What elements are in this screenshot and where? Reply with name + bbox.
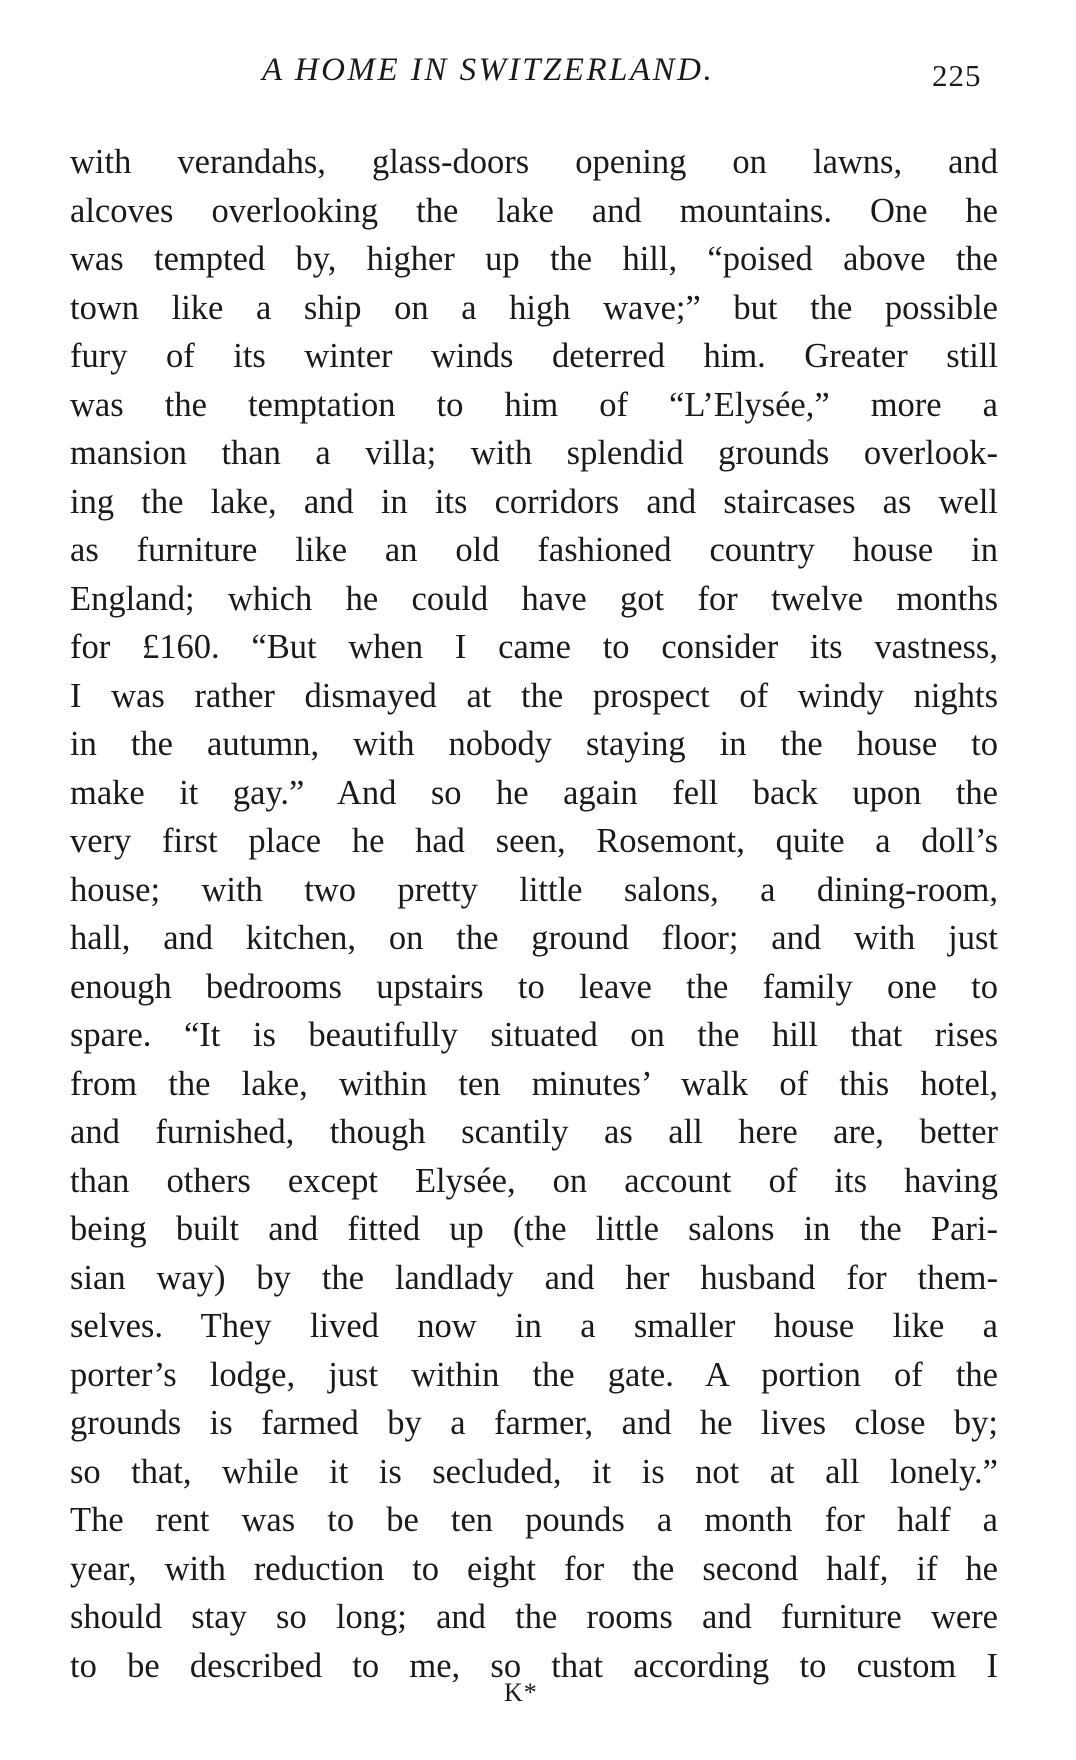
text-line: from the lake, within ten minutes’ walk of this hotel, — [70, 1064, 998, 1103]
text-line: porter’s lodge, just within the gate. A portion of the — [70, 1355, 998, 1394]
text-line: than others except Elysée, on account of its having — [70, 1161, 998, 1200]
text-line: for £160. “But when I came to consider its vastness, — [70, 628, 998, 666]
text-line: being built and fitted up (the little salons in the Pari- — [70, 1210, 998, 1248]
text-line: hall, and kitchen, on the ground floor; and with just — [70, 919, 998, 957]
text-line: ing the lake, and in its corridors and staircases as well — [70, 482, 998, 521]
text-line: house; with two pretty little salons, a dining-room, — [70, 870, 998, 909]
text-line: in the autumn, with nobody staying in the house to — [70, 725, 998, 763]
text-line: alcoves overlooking the lake and mountains. One he — [70, 191, 998, 230]
text-line: should stay so long; and the rooms and furniture were — [70, 1598, 998, 1636]
text-line: was tempted by, higher up the hill, “poised above the — [70, 240, 998, 278]
text-line: year, with reduction to eight for the second half, if he — [70, 1549, 998, 1588]
signature-mark: K* — [504, 1678, 538, 1707]
text-line: England; which he could have got for twelve months — [70, 579, 998, 618]
running-head — [0, 52, 1076, 92]
text-line: mansion than a villa; with splendid grounds overlook- — [70, 434, 998, 472]
text-line: was the temptation to him of “L’Elysée,” more a — [70, 385, 998, 424]
text-line: to be described to me, so that according to custom I — [70, 1646, 998, 1685]
text-line: fury of its winter winds deterred him. Greater still — [70, 337, 998, 375]
text-line: spare. “It is beautifully situated on the hill that rises — [70, 1016, 998, 1054]
text-line: I was rather dismayed at the prospect of windy nights — [70, 676, 998, 715]
text-line: sian way) by the landlady and her husband for them- — [70, 1258, 998, 1297]
text-line: very first place he had seen, Rosemont, quite a doll’s — [70, 822, 998, 860]
body-text — [70, 138, 998, 1690]
running-title: A HOME IN SWITZERLAND. — [262, 52, 715, 88]
text-line: as furniture like an old fashioned country house in — [70, 531, 998, 569]
text-line: and furnished, though scantily as all here are, better — [70, 1113, 998, 1151]
text-line: with verandahs, glass-doors opening on lawns, and — [70, 143, 998, 181]
text-line: so that, while it is secluded, it is not at all lonely.” — [70, 1452, 998, 1491]
page-number: 225 — [932, 58, 982, 93]
text-line: make it gay.” And so he again fell back upon the — [70, 773, 998, 812]
text-line: enough bedrooms upstairs to leave the family one to — [70, 967, 998, 1006]
text-line: The rent was to be ten pounds a month for half a — [70, 1501, 998, 1539]
text-line: grounds is farmed by a farmer, and he lives close by; — [70, 1404, 998, 1442]
text-line: town like a ship on a high wave;” but the possible — [70, 288, 998, 327]
text-line: selves. They lived now in a smaller house like a — [70, 1307, 998, 1345]
